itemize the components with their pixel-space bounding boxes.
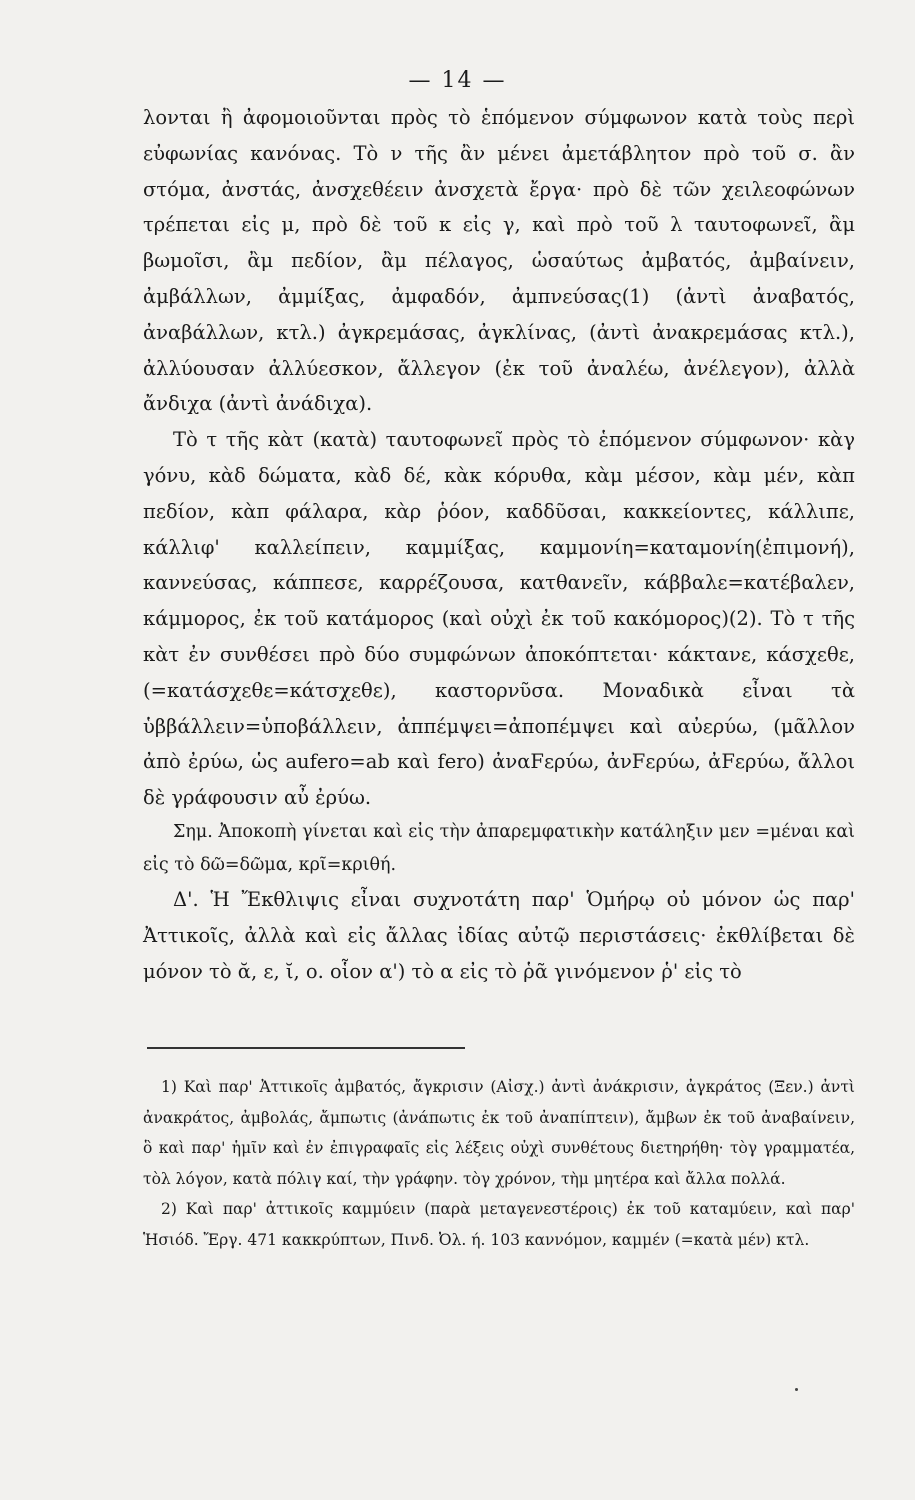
page-number: — 14 —	[408, 68, 507, 93]
note: Σημ. Ἀποκοπὴ γίνεται καὶ εἰς τὴν ἀπαρεμφατικὴν κατάληξιν μεν =μέναι καὶ εἰς τὸ δῶ=δῶμα, κρῖ=κριθή.	[143, 821, 855, 875]
main-text	[143, 100, 855, 989]
section-paragraph: Δ'. Ἡ Ἔκθλιψις εἶναι συχνοτάτη παρ' Ὁμήρῳ οὐ μόνον ὡς παρ' Ἀττικοῖς, ἀλλὰ καὶ εἰς ἄλλας ἰδίας αὐτῷ περιστάσεις· ἐκθλίβεται δὲ μόνον τὸ ᾰ, ε, ῐ, ο. οἷον α') τὸ α εἰς τὸ ῥᾶ γινόμενον ῥ' εἰς τὸ	[143, 887, 855, 983]
footnote-divider	[147, 1047, 465, 1049]
ink-speck	[795, 1388, 798, 1391]
footnote: 2) Καὶ παρ' ἀττικοῖς καμμύειν (παρὰ μεταγενεστέροις) ἐκ τοῦ καταμύειν, καὶ παρ' Ἡσιόδ. Ἔργ. 471 κακκρύπτων, Πινδ. Ὀλ. ή. 103 καννόμον, καμμέν (=κατὰ μέν) κτλ.	[143, 1200, 855, 1249]
footnotes	[143, 1072, 855, 1255]
footnote: 1) Καὶ παρ' Ἀττικοῖς ἀμβατός, ἄγκρισιν (Αἰσχ.) ἀντὶ ἀνάκρισιν, ἀγκράτος (Ξεν.) ἀντὶ ἀνακράτος, ἀμβολάς, ἄμπωτις (ἀνάπωτις ἐκ τοῦ ἀναπίπτειν), ἄμβων ἐκ τοῦ ἀναβαίνειν, ὃ καὶ παρ' ἡμῖν καὶ ἐν ἐπιγραφαῖς εἰς λέξεις οὐχὶ συνθέτους διετηρήθη· τὸγ γραμματέα, τὸλ λόγον, κατὰ πόλιγ καί, τὴν γράφην. τὸγ χρόνον, τὴμ μητέρα καὶ ἄλλα πολλά.	[143, 1078, 855, 1188]
paragraph: λονται ἢ ἀφομοιοῦνται πρὸς τὸ ἑπόμενον σύμφωνον κατὰ τοὺς περὶ εὐφωνίας κανόνας. Τὸ ν τῆς ἂν μένει ἀμετάβλητον πρὸ τοῦ σ. ἂν στόμα, ἀνστάς, ἀνσχεθέειν ἀνσχετὰ ἔργα· πρὸ δὲ τῶν χειλεοφώνων τρέπεται εἰς μ, πρὸ δὲ τοῦ κ εἰς γ, καὶ πρὸ τοῦ λ ταυτοφωνεῖ, ἂμ βωμοῖσι, ἂμ πεδίον, ἂμ πέλαγος, ὡσαύτως ἀμβατός, ἀμβαίνειν, ἀμβάλλων, ἀμμίξας, ἀμφαδόν, ἀμπνεύσας(1) (ἀντὶ ἀναβατός, ἀναβάλλων, κτλ.) ἀγκρεμάσας, ἀγκλίνας, (ἀντὶ ἀνακρεμάσας κτλ.), ἀλλύουσαν ἀλλύεσκον, ἄλλεγον (ἐκ τοῦ ἀναλέω, ἀνέλεγον), ἀλλὰ ἄνδιχα (ἀντὶ ἀνάδιχα).	[143, 106, 855, 416]
paragraph: Τὸ τ τῆς κὰτ (κατὰ) ταυτοφωνεῖ πρὸς τὸ ἑπόμενον σύμφωνον· κὰγ γόνυ, κὰδ δώματα, κὰδ δέ, κὰκ κόρυθα, κὰμ μέσον, κὰμ μέν, κὰπ πεδίον, κὰπ φάλαρα, κὰρ ῥόον, καδδῦσαι, κακκείοντες, κάλλιπε, κάλλιφ' καλλείπειν, καμμίξας, καμμονίη=καταμονίη(ἐπιμονή), καννεύσας, κάππεσε, καρρέζουσα, κατθανεῖν, κάββαλε=κατέβαλεν, κάμμορος, ἐκ τοῦ κατάμορος (καὶ οὐχὶ ἐκ τοῦ κακόμορος)(2). Τὸ τ τῆς κὰτ ἐν συνθέσει πρὸ δύο συμφώνων ἀποκόπτεται· κάκτανε, κάσχεθε, (=κατάσχεθε=κάτσχεθε), καστορνῦσα. Μοναδικὰ εἶναι τὰ ὑββάλλειν=ὑποβάλλειν, ἀππέμψει=ἀποπέμψει καὶ αὐερύω, (μᾶλλον ἀπὸ ἐρύω, ὡς aufero=ab καὶ fero) ἀναFερύω, ἀνFερύω, ἀFερύω, ἄλλοι δὲ γράφουσιν αὖ ἐρύω.	[143, 428, 855, 810]
